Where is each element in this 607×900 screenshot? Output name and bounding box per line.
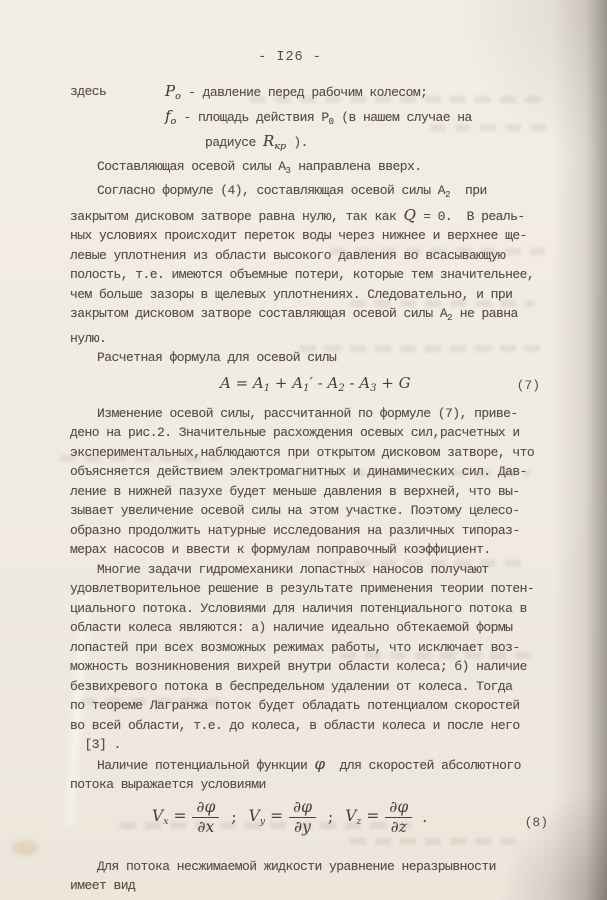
text-line: закрытом дисковом затворе равна нулю, так как Q = 0. В реаль- (70, 205, 525, 224)
text-line: лопастей при всех возможных режимах работы, что исключает воз- (70, 639, 520, 655)
formula-7-number: (7) (516, 377, 540, 393)
text-line: экспериментальных,наблюдаются при открытом дисковом затворе, что (70, 444, 535, 460)
formula-separator: ; (327, 808, 334, 826)
text-line: закрытом дисковом затворе составляющая осевой силы $A_2$ не равна (70, 306, 518, 323)
text-line: имеет вид (70, 878, 136, 893)
text-line: удовлетворительное решение в результате применения теории потен- (70, 581, 535, 596)
definition-line: радиусе $R_{кр}$ ). (205, 132, 308, 152)
text-line: во всей области, т.е. до колеса, в области колеса и после него (70, 717, 520, 733)
velocity-component: $V_z$ = (345, 807, 380, 827)
text-line: безвихревого потока в беспредельном удалении от колеса. Тогда (70, 678, 513, 694)
velocity-component: $V_y$ = (248, 807, 284, 827)
text-line: объясняется действием электромагнитных и динамических сил. Дав- (70, 464, 527, 479)
definition-block (70, 82, 552, 157)
page-body (70, 82, 552, 896)
text-line: ных условиях происходит переток воды через нижнее и верхнее ще- (70, 228, 527, 243)
text-line: [3] . (70, 737, 121, 752)
fraction: $\frac{\partial\varphi}{\partial z}$ (385, 799, 412, 836)
fraction: $\frac{\partial\varphi}{\partial x}$ (192, 799, 219, 836)
text-line: левые уплотнения из области высокого давления во всасывающую (70, 247, 506, 263)
text-line: Многие задачи гидромеханики лопастных наносов получают (97, 561, 489, 577)
page-number: - I26 - (258, 50, 322, 65)
text-line: Для потока несжимаемой жидкости уравнение неразрывности (97, 858, 496, 874)
formula-8 (70, 799, 552, 851)
formula-7-expression: $A = A_1 + A_1' - A_2 - A_3 + G$ (220, 373, 411, 394)
text-line: мерах насосов и ввести к формулам поправочный коэффициент. (70, 542, 491, 557)
formula-period: . (422, 808, 428, 826)
text-line: Изменение осевой силы, рассчитанной по формуле (7), приве- (97, 405, 518, 421)
text-line: области колеса являются: а) наличие идеально обтекаемой формы (70, 620, 513, 635)
paper-stain (12, 840, 38, 856)
text-line: нулю. (70, 330, 107, 346)
velocity-component: $V_x$ = (152, 807, 187, 827)
formula-7 (70, 374, 552, 400)
text-line: Согласно формуле (4), составляющая осевой силы $A_2$ при (97, 183, 487, 200)
text-line: чем больше зазоры в щелевых уплотнениях. Следовательно, и при (70, 286, 513, 302)
text-line: дено на рис.2. Значительные расхождения осевых сил,расчетных и (70, 425, 520, 440)
definition-line: $f_o$ - площадь действия $P_0$ (в нашем случае на (165, 106, 472, 127)
text-line: Наличие потенциальной функции φ для скоростей абсолютного (97, 754, 521, 773)
text-line: образно продолжить натурные исследования на различных типораз- (70, 522, 520, 538)
text-line: Расчетная формула для осевой силы (97, 350, 337, 365)
definition-intro-label: здесь (70, 84, 107, 99)
text-line: потока выражается условиями (70, 777, 266, 792)
text-line: полость, т.е. имеются объемные потери, которые тем значительнее, (70, 267, 535, 282)
text-line: Составляющая осевой силы $A_3$ направлена вверх. (97, 158, 422, 176)
formula-separator: ; (231, 808, 237, 826)
text-line: циального потока. Условиями для наличия потенциального потока в (70, 600, 527, 616)
text-line: зывает увеличение осевой силы на этом участке. Поэтому целесо- (70, 503, 520, 518)
formula-8-number: (8) (524, 814, 548, 830)
fraction: $\frac{\partial\varphi}{\partial y}$ (289, 799, 316, 836)
formula-8-expression (152, 799, 427, 836)
definition-line: $P_o$ - давление перед рабочим колесом; (165, 82, 428, 102)
text-line: ление в нижней пазухе будет меньше давления в верхней, что вы- (70, 483, 520, 499)
text-line: по теореме Лагранжа поток будет обладать потенциалом скоростей (70, 698, 520, 713)
text-line: можность возникновения вихрей внутри области колеса; б) наличие (70, 659, 527, 674)
